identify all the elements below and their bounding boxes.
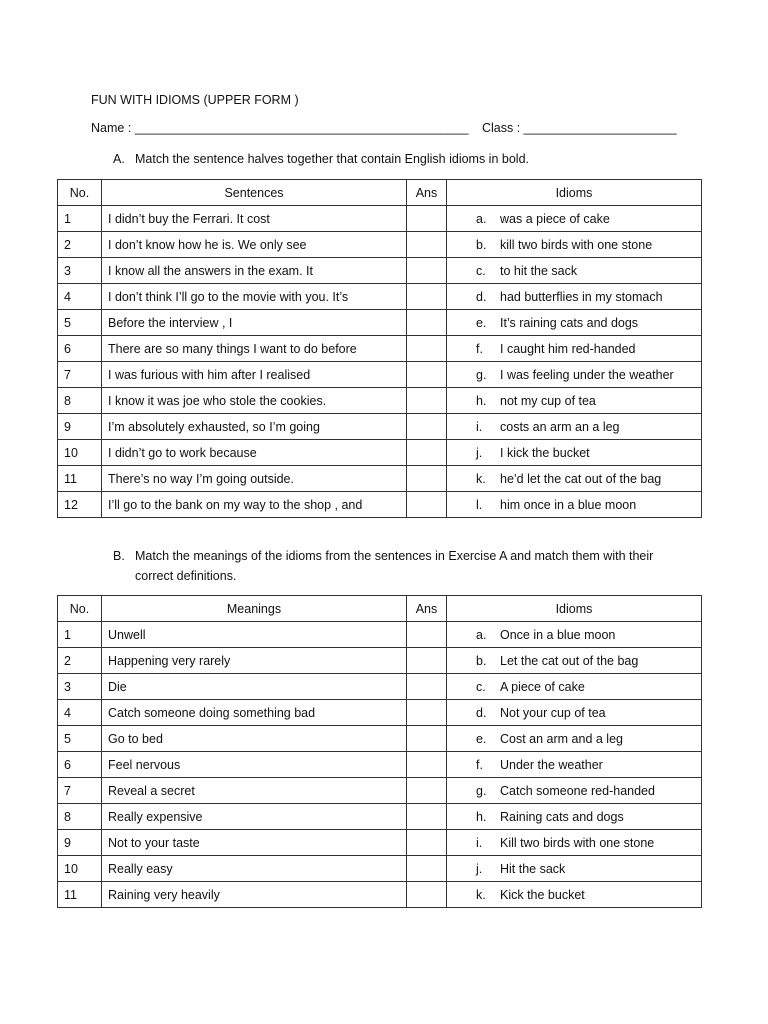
table-a-row-number: 6: [58, 336, 102, 362]
table-a-row: [58, 310, 702, 336]
table-a-idiom-text: I kick the bucket: [500, 445, 590, 460]
table-b-row-number: 6: [58, 752, 102, 778]
table-a-row-text: There are so many things I want to do before: [102, 336, 407, 362]
table-b-row-number: 4: [58, 700, 102, 726]
table-b-idiom-letter: i.: [476, 835, 483, 850]
table-b-idiom-letter: a.: [476, 627, 487, 642]
table-b-idiom-cell: [447, 648, 702, 674]
table-b-row: [58, 804, 702, 830]
table-b-idiom-letter: d.: [476, 705, 487, 720]
table-a-row-text: I don’t think I’ll go to the movie with you. It’s: [102, 284, 407, 310]
table-a: [57, 179, 702, 518]
table-b-row: [58, 856, 702, 882]
table-b-idiom-cell: [447, 778, 702, 804]
table-b-idiom-letter: k.: [476, 887, 486, 902]
instruction-b-letter: B.: [113, 549, 125, 563]
table-a-row: [58, 232, 702, 258]
table-a-row-text: I was furious with him after I realised: [102, 362, 407, 388]
table-a-row-text: I’m absolutely exhausted, so I’m going: [102, 414, 407, 440]
table-a-idiom-letter: k.: [476, 471, 486, 486]
table-a-idiom-letter: i.: [476, 419, 483, 434]
table-b: [57, 595, 702, 908]
table-b-answer-cell[interactable]: [407, 856, 447, 882]
table-b-row-text: Really expensive: [102, 804, 407, 830]
table-b-row: [58, 674, 702, 700]
table-b-row-number: 7: [58, 778, 102, 804]
table-a-answer-cell[interactable]: [407, 466, 447, 492]
table-a-idiom-text: he’d let the cat out of the bag: [500, 471, 662, 486]
table-b-idiom-letter: j.: [476, 861, 483, 876]
table-b-header-row: [58, 596, 702, 622]
table-b-row-text: Really easy: [102, 856, 407, 882]
table-a-idiom-letter: e.: [476, 315, 487, 330]
table-b-row-number: 9: [58, 830, 102, 856]
table-a-idiom-letter: l.: [476, 497, 483, 512]
table-a-answer-cell[interactable]: [407, 388, 447, 414]
table-b-row: [58, 726, 702, 752]
table-a-row-number: 3: [58, 258, 102, 284]
table-a-header-idioms: Idioms: [447, 180, 702, 206]
table-b-idiom-cell: [447, 804, 702, 830]
table-b-answer-cell[interactable]: [407, 778, 447, 804]
table-a-answer-cell[interactable]: [407, 284, 447, 310]
table-b-idiom-text: Not your cup of tea: [500, 705, 606, 720]
table-a-idiom-letter: b.: [476, 237, 487, 252]
table-b-row-number: 10: [58, 856, 102, 882]
table-a-idiom-cell: [447, 414, 702, 440]
table-b-row-text: Raining very heavily: [102, 882, 407, 908]
table-b-row-number: 8: [58, 804, 102, 830]
table-b-idiom-cell: [447, 622, 702, 648]
name-label: Name :: [91, 121, 132, 135]
table-b-idiom-text: Once in a blue moon: [500, 627, 616, 642]
table-b-answer-cell[interactable]: [407, 882, 447, 908]
table-a-idiom-letter: g.: [476, 367, 487, 382]
table-b-row-text: Die: [102, 674, 407, 700]
table-a-row-number: 2: [58, 232, 102, 258]
table-b-row-number: 3: [58, 674, 102, 700]
table-a-answer-cell[interactable]: [407, 440, 447, 466]
table-a-header-row: [58, 180, 702, 206]
table-b-row-text: Unwell: [102, 622, 407, 648]
table-b-idiom-text: Hit the sack: [500, 861, 566, 876]
table-a-answer-cell[interactable]: [407, 258, 447, 284]
table-b-idiom-text: Catch someone red-handed: [500, 783, 655, 798]
table-a-row: [58, 206, 702, 232]
table-a-answer-cell[interactable]: [407, 362, 447, 388]
table-a-idiom-cell: [447, 284, 702, 310]
table-b-row-text: Reveal a secret: [102, 778, 407, 804]
table-a-idiom-text: I was feeling under the weather: [500, 367, 674, 382]
table-a-row: [58, 362, 702, 388]
class-label: Class :: [481, 121, 521, 135]
table-b-answer-cell[interactable]: [407, 726, 447, 752]
instruction-b: [113, 546, 653, 586]
table-a-idiom-text: to hit the sack: [500, 263, 578, 278]
table-b-row: [58, 622, 702, 648]
table-a-row: [58, 258, 702, 284]
worksheet-title: FUN WITH IDIOMS (UPPER FORM ): [91, 93, 299, 107]
table-b-row: [58, 700, 702, 726]
table-a-idiom-text: I caught him red-handed: [500, 341, 636, 356]
table-b-idiom-text: A piece of cake: [500, 679, 585, 694]
table-a-answer-cell[interactable]: [407, 310, 447, 336]
table-b-header-ans: Ans: [407, 596, 447, 622]
table-b-header-idioms: Idioms: [447, 596, 702, 622]
table-b-row-number: 11: [58, 882, 102, 908]
table-a-row-number: 4: [58, 284, 102, 310]
instruction-a-text: Match the sentence halves together that contain English idioms in bold.: [135, 152, 529, 166]
table-a-idiom-cell: [447, 388, 702, 414]
table-a-idiom-letter: f.: [476, 341, 483, 356]
table-b-answer-cell[interactable]: [407, 830, 447, 856]
table-a-row-text: Before the interview , I: [102, 310, 407, 336]
table-a-header-sentences: Sentences: [102, 180, 407, 206]
table-b-idiom-cell: [447, 674, 702, 700]
instruction-a-letter: A.: [113, 152, 125, 166]
table-a-idiom-text: not my cup of tea: [500, 393, 596, 408]
table-a-idiom-text: him once in a blue moon: [500, 497, 637, 512]
table-b-idiom-letter: b.: [476, 653, 487, 668]
table-a-row-text: I know it was joe who stole the cookies.: [102, 388, 407, 414]
table-a-idiom-letter: d.: [476, 289, 487, 304]
table-b-header-no: No.: [58, 596, 102, 622]
table-b-idiom-letter: h.: [476, 809, 487, 824]
table-b-idiom-text: Cost an arm and a leg: [500, 731, 623, 746]
table-b-answer-cell[interactable]: [407, 648, 447, 674]
table-b-idiom-cell: [447, 752, 702, 778]
instruction-a: [113, 149, 529, 169]
table-a-idiom-cell: [447, 336, 702, 362]
table-a-idiom-text: costs an arm an a leg: [500, 419, 620, 434]
instruction-b-text-line1: Match the meanings of the idioms from the sentences in Exercise A and match them with their: [135, 549, 654, 563]
table-b-answer-cell[interactable]: [407, 674, 447, 700]
table-b-row-text: Feel nervous: [102, 752, 407, 778]
table-a-idiom-letter: h.: [476, 393, 487, 408]
table-b-row: [58, 882, 702, 908]
table-b-row-text: Go to bed: [102, 726, 407, 752]
table-a-idiom-letter: c.: [476, 263, 486, 278]
table-a-row: [58, 336, 702, 362]
name-class-line: [91, 121, 677, 135]
table-a-row-number: 7: [58, 362, 102, 388]
table-a-row: [58, 466, 702, 492]
name-blank[interactable]: ________________________________________________: [134, 121, 469, 135]
table-b-row-number: 2: [58, 648, 102, 674]
table-b-idiom-text: Under the weather: [500, 757, 603, 772]
table-b-idiom-text: Raining cats and dogs: [500, 809, 624, 824]
table-b-idiom-text: Let the cat out of the bag: [500, 653, 639, 668]
table-a-row-text: I don’t know how he is. We only see: [102, 232, 407, 258]
table-a-idiom-cell: [447, 206, 702, 232]
table-b-answer-cell[interactable]: [407, 622, 447, 648]
table-b-idiom-text: Kill two birds with one stone: [500, 835, 655, 850]
table-a-idiom-text: It’s raining cats and dogs: [500, 315, 639, 330]
table-b-row-number: 5: [58, 726, 102, 752]
instruction-b-text-line2: correct definitions.: [135, 569, 237, 583]
table-b-idiom-letter: e.: [476, 731, 487, 746]
table-a-header-ans: Ans: [407, 180, 447, 206]
table-a-idiom-cell: [447, 362, 702, 388]
table-b-answer-cell[interactable]: [407, 752, 447, 778]
table-a-idiom-letter: j.: [476, 445, 483, 460]
table-a-row: [58, 284, 702, 310]
table-b-answer-cell[interactable]: [407, 804, 447, 830]
table-a-idiom-cell: [447, 310, 702, 336]
table-b-idiom-letter: c.: [476, 679, 486, 694]
table-a-idiom-text: was a piece of cake: [500, 211, 610, 226]
table-a-row-number: 12: [58, 492, 102, 518]
table-b-row-text: Catch someone doing something bad: [102, 700, 407, 726]
table-b-idiom-cell: [447, 726, 702, 752]
table-a-row-text: I know all the answers in the exam. It: [102, 258, 407, 284]
table-b-row: [58, 648, 702, 674]
table-a-answer-cell[interactable]: [407, 492, 447, 518]
table-b-row: [58, 778, 702, 804]
table-b-idiom-text: Kick the bucket: [500, 887, 585, 902]
table-b-idiom-letter: g.: [476, 783, 487, 798]
table-a-row: [58, 492, 702, 518]
table-b-idiom-letter: f.: [476, 757, 483, 772]
table-a-row: [58, 388, 702, 414]
table-b-idiom-cell: [447, 830, 702, 856]
class-blank[interactable]: ______________________: [523, 121, 677, 135]
table-a-row-number: 11: [58, 466, 102, 492]
table-a-idiom-text: had butterflies in my stomach: [500, 289, 663, 304]
table-b-row-number: 1: [58, 622, 102, 648]
table-a-row-number: 1: [58, 206, 102, 232]
table-b-answer-cell[interactable]: [407, 700, 447, 726]
table-a-idiom-cell: [447, 466, 702, 492]
table-b-idiom-cell: [447, 882, 702, 908]
table-b-row: [58, 752, 702, 778]
table-a-row-number: 9: [58, 414, 102, 440]
table-a-row-text: I didn’t go to work because: [102, 440, 407, 466]
table-a-row-text: I didn’t buy the Ferrari. It cost: [102, 206, 407, 232]
table-a-answer-cell[interactable]: [407, 414, 447, 440]
table-a-row: [58, 440, 702, 466]
table-b-idiom-cell: [447, 700, 702, 726]
table-a-answer-cell[interactable]: [407, 336, 447, 362]
table-a-answer-cell[interactable]: [407, 232, 447, 258]
table-a-idiom-cell: [447, 492, 702, 518]
table-b-idiom-cell: [447, 856, 702, 882]
table-a-idiom-cell: [447, 232, 702, 258]
table-a-header-no: No.: [58, 180, 102, 206]
table-a-row-number: 10: [58, 440, 102, 466]
table-b-header-meanings: Meanings: [102, 596, 407, 622]
table-a-row: [58, 414, 702, 440]
table-a-idiom-letter: a.: [476, 211, 487, 226]
table-a-row-number: 8: [58, 388, 102, 414]
table-a-row-text: I’ll go to the bank on my way to the shop , and: [102, 492, 407, 518]
table-b-row: [58, 830, 702, 856]
table-a-answer-cell[interactable]: [407, 206, 447, 232]
table-a-idiom-cell: [447, 258, 702, 284]
table-a-row-number: 5: [58, 310, 102, 336]
table-a-row-text: There’s no way I’m going outside.: [102, 466, 407, 492]
table-b-row-text: Not to your taste: [102, 830, 407, 856]
table-a-idiom-text: kill two birds with one stone: [500, 237, 653, 252]
table-a-idiom-cell: [447, 440, 702, 466]
table-b-row-text: Happening very rarely: [102, 648, 407, 674]
